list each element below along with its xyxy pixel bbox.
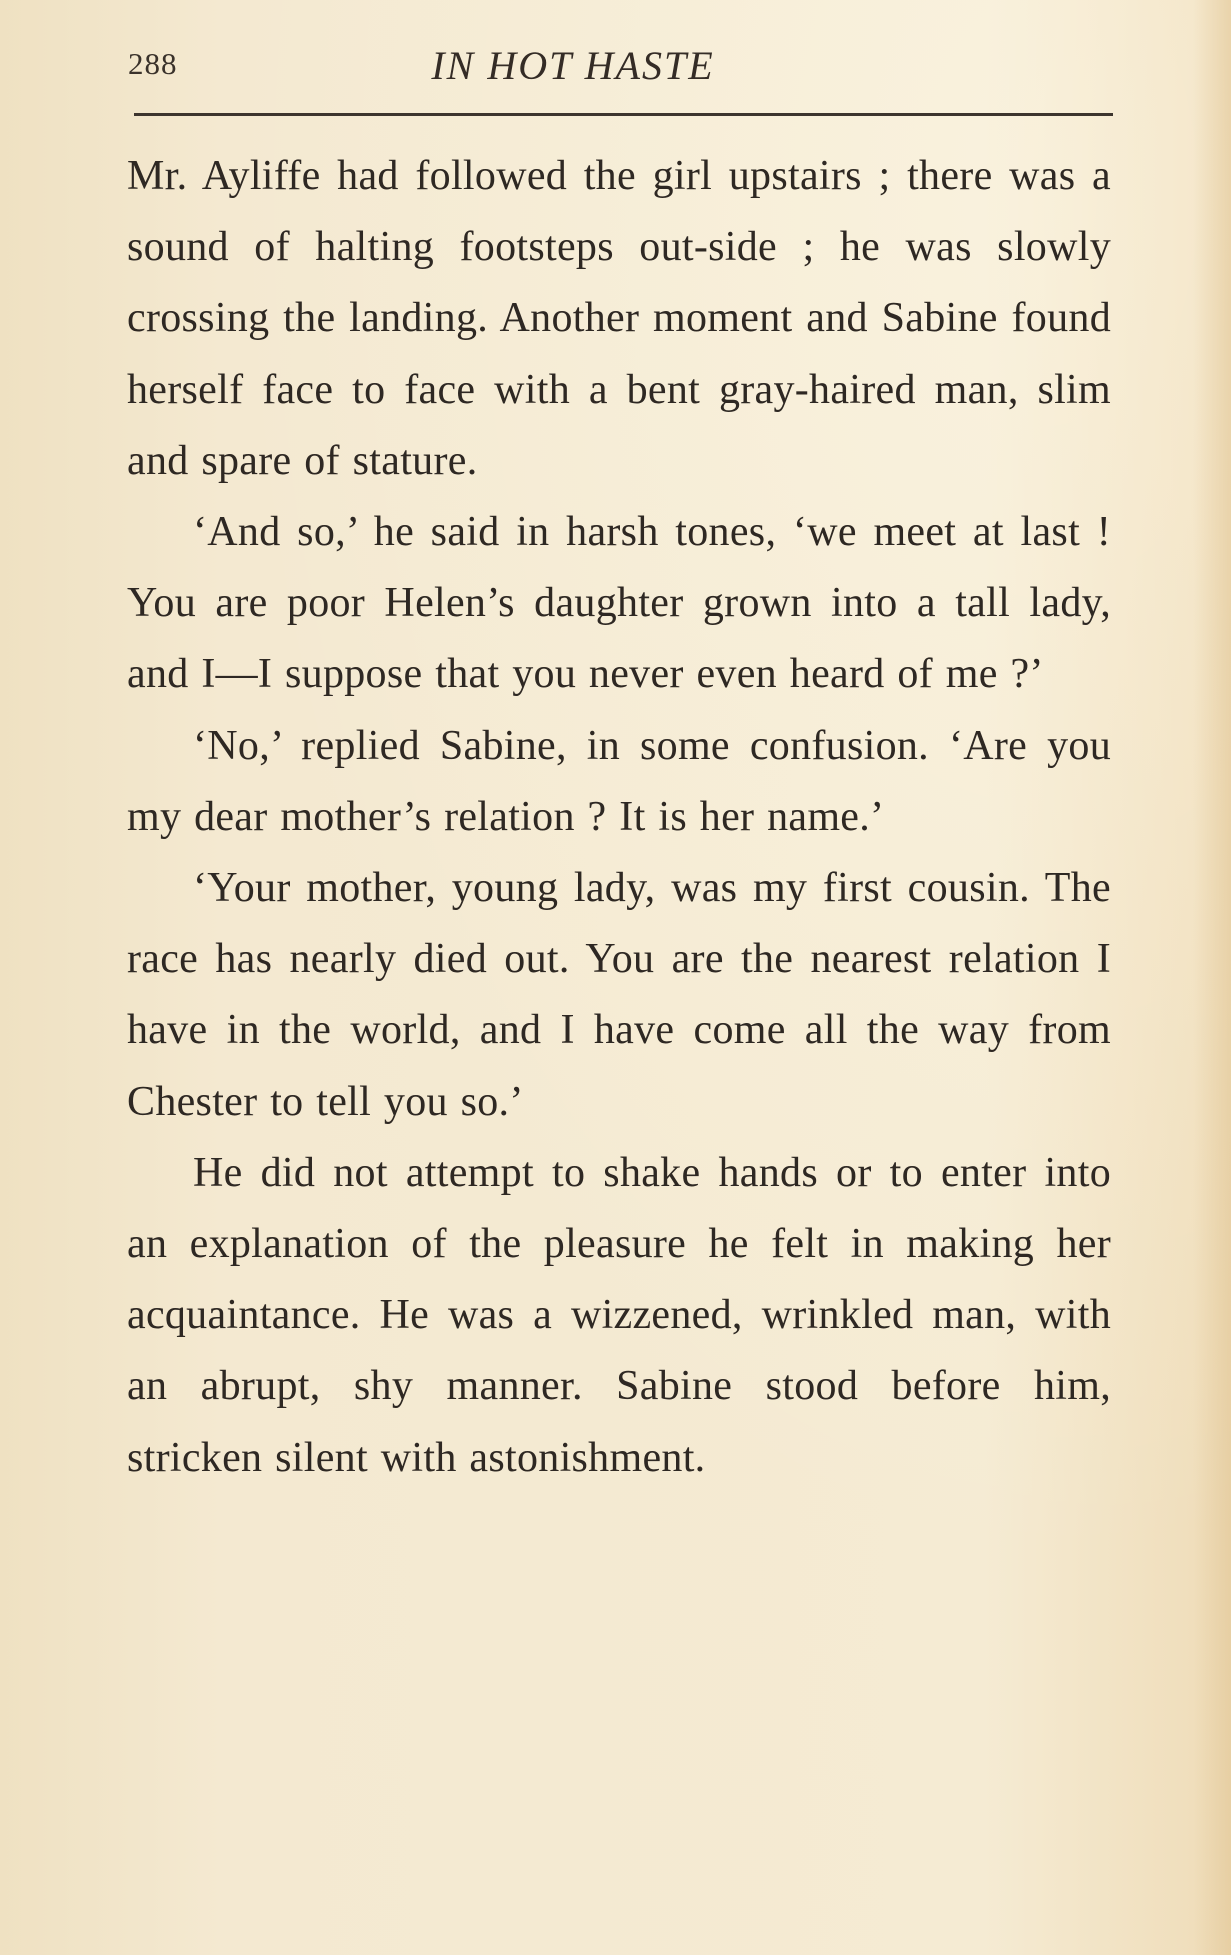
paragraph: He did not attempt to shake hands or to enter into an explanation of the pleasure he felt in making her acquaintance. He was a wizzened, wrinkled man, with an abrupt, shy manner. Sabine stood before him, stricken silent with astonishment. (127, 1149, 1111, 1481)
page-header (128, 40, 1113, 90)
paragraph: ‘And so,’ he said in harsh tones, ‘we meet at last ! You are poor Helen’s daughter grown into a tall lady, and I—I suppose that you never even heard of me ?’ (127, 509, 1111, 698)
body-text (127, 141, 1111, 1494)
paragraph: ‘No,’ replied Sabine, in some confusion. ‘Are you my dear mother’s relation ? It is her name.’ (127, 722, 1111, 840)
page-edge-shadow (1193, 0, 1231, 1955)
paragraph: Mr. Ayliffe had followed the girl upstairs ; there was a sound of halting footsteps out-side ; he was slowly crossing the landing. Another moment and Sabine found herself face to face with a bent gray-haired man, slim and spare of stature. (127, 153, 1111, 484)
paragraph: ‘Your mother, young lady, was my first cousin. The race has nearly died out. You are the nearest relation I have in the world, and I have come all the way from Chester to tell you so.’ (127, 865, 1111, 1125)
running-title: IN HOT HASTE (431, 43, 715, 88)
header-rule (134, 113, 1113, 116)
page-number: 288 (128, 46, 178, 81)
